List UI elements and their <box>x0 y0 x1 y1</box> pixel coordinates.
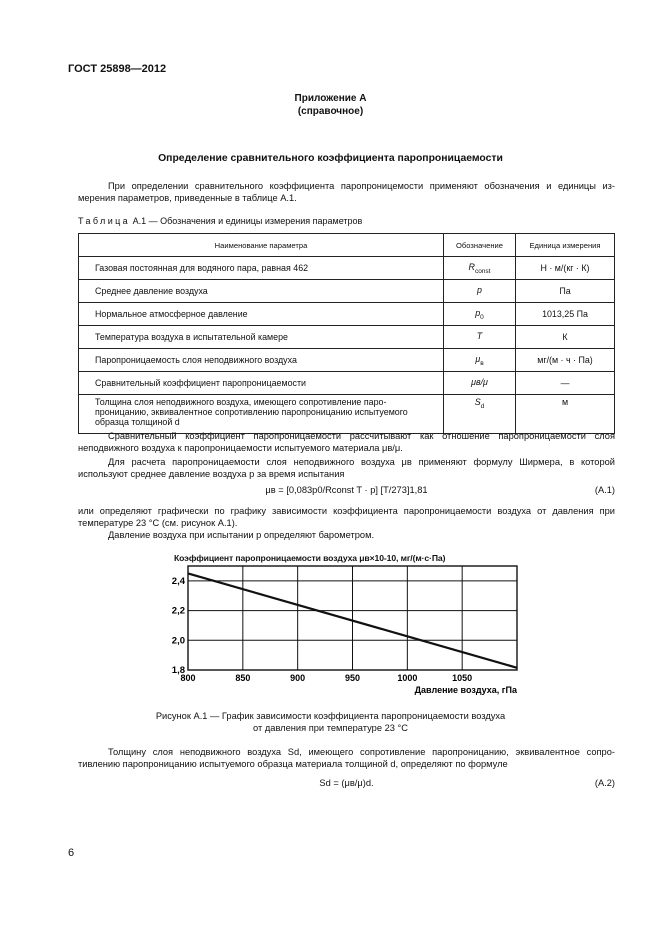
symbol-main: T <box>476 330 483 341</box>
parameter-unit: мг/(м · ч · Па) <box>516 349 615 372</box>
table-row <box>79 326 615 349</box>
paragraph-4: Давление воздуха при испытании p определяют барометром. <box>108 530 375 540</box>
x-axis-label: Давление воздуха, гПа <box>414 685 517 695</box>
y-tick-label: 2,4 <box>171 575 185 587</box>
table-header-row <box>79 234 615 257</box>
parameter-symbol <box>444 372 516 395</box>
intro-paragraph: При определении сравнительного коэффициента паропроницемости применяют обозначения и единицы из-мерения параметров, приведенные в таблице А.1. <box>78 181 615 203</box>
chart-svg <box>160 553 540 698</box>
symbol-main: p <box>477 284 482 295</box>
parameter-name: Толщина слоя неподвижного воздуха, имеющего сопротивление паро-проницанию, эквивалентное сопротивлению паропроницанию испытуемого образца толщиной d <box>79 395 444 434</box>
standard-number: ГОСТ 25898—2012 <box>68 63 167 75</box>
parameter-unit: К <box>516 326 615 349</box>
parameters-table <box>78 233 615 434</box>
y-tick-label: 2,0 <box>171 635 185 647</box>
figure-a1-chart <box>160 553 540 698</box>
parameter-name: Сравнительный коэффициент паропроницаемости <box>79 372 444 395</box>
paragraph-2: Для расчета паропроницаемости слоя неподвижного воздуха μв применяют формулу Ширмера, в которой используют среднее давление воздуха p за время испытания <box>78 457 615 479</box>
parameter-unit: Н · м/(кг · К) <box>516 257 615 280</box>
header-unit: Единица измерения <box>516 234 615 257</box>
symbol-subscript: 0 <box>480 313 484 321</box>
symbol-subscript: const <box>474 267 491 275</box>
table-row <box>79 372 615 395</box>
parameter-name: Температура воздуха в испытательной камере <box>79 326 444 349</box>
paragraph-5: Толщину слоя неподвижного воздуха Sd, имеющего сопротивление паропроницанию, эквивалентное сопро-тивлению паропроницанию испытуемого образца материала толщиной d, определяют по формуле <box>78 747 615 769</box>
figure-caption-line-1: Рисунок А.1 — График зависимости коэффициента паропроницаемости воздуха <box>155 711 506 721</box>
formula-a2-expression: Sd = (μв/μ)d. <box>319 778 374 788</box>
parameter-symbol <box>444 303 516 326</box>
parameter-symbol <box>444 326 516 349</box>
paragraph-1: Сравнительный коэффициент паропроницаемости рассчитывают как отношение паропроницаемости слоя неподвижного воздуха к паропроницаемости испытуемого материала μв/μ. <box>78 431 615 453</box>
table-row <box>79 303 615 326</box>
x-tick-label: 950 <box>344 673 361 683</box>
table-caption-prefix: Таблица <box>78 216 131 226</box>
x-tick-label: 1000 <box>397 673 418 683</box>
x-tick-label: 900 <box>290 673 306 683</box>
parameter-unit: Па <box>516 280 615 303</box>
symbol-main: S <box>474 397 481 407</box>
y-tick-label: 2,2 <box>171 605 185 617</box>
appendix-title: Приложение А <box>294 93 367 104</box>
parameter-name: Газовая постоянная для водяного пара, равная 462 <box>79 257 444 280</box>
table-caption-text: А.1 — Обозначения и единицы измерения параметров <box>132 216 363 226</box>
x-tick-label: 850 <box>235 673 251 683</box>
formula-a1-number: (А.1) <box>594 485 615 495</box>
formula-a2 <box>78 778 615 792</box>
symbol-main: μв/μ <box>471 376 488 387</box>
parameter-symbol <box>444 280 516 303</box>
symbol-main: μ <box>475 353 481 364</box>
parameter-symbol <box>444 395 516 434</box>
table-row <box>79 395 615 434</box>
symbol-main: p <box>475 307 481 318</box>
parameter-name: Среднее давление воздуха <box>79 280 444 303</box>
paragraph-3: или определяют графически по графику зависимости коэффициента паропроницаемости воздуха от давления при температуре 23 °С (см. рисунок А.1). <box>78 506 615 528</box>
page-number: 6 <box>68 847 75 859</box>
formula-a1-expression: μв = [0,083p0/Rconst T · p] [T/273]1,81 <box>265 485 428 495</box>
section-title: Определение сравнительного коэффициента паропроницаемости <box>158 153 503 164</box>
parameter-unit: — <box>516 372 615 395</box>
parameter-symbol <box>444 349 516 372</box>
figure-caption-line-2: от давления при температуре 23 °С <box>253 723 408 733</box>
formula-a1 <box>78 485 615 499</box>
parameter-name: Паропроницаемость слоя неподвижного воздуха <box>79 349 444 372</box>
header-name: Наименование параметра <box>79 234 444 257</box>
symbol-main: R <box>468 261 475 272</box>
header-symbol: Обозначение <box>444 234 516 257</box>
table-row <box>79 280 615 303</box>
x-tick-label: 800 <box>180 673 196 683</box>
chart-title: Коэффициент паропроницаемости воздуха μв×10-10, мг/(м·с·Па) <box>174 553 446 563</box>
parameter-name: Нормальное атмосферное давление <box>79 303 444 326</box>
table-row <box>79 349 615 372</box>
parameter-unit: м <box>516 395 615 434</box>
appendix-subtitle: (справочное) <box>297 106 364 117</box>
y-tick-label: 1,8 <box>171 665 185 676</box>
parameter-unit: 1013,25 Па <box>516 303 615 326</box>
symbol-subscript: в <box>480 359 484 367</box>
parameter-symbol <box>444 257 516 280</box>
symbol-subscript: d <box>480 402 485 410</box>
table-caption <box>78 216 362 226</box>
formula-a2-number: (А.2) <box>594 778 615 788</box>
table-row <box>79 257 615 280</box>
x-tick-label: 1050 <box>452 673 473 683</box>
